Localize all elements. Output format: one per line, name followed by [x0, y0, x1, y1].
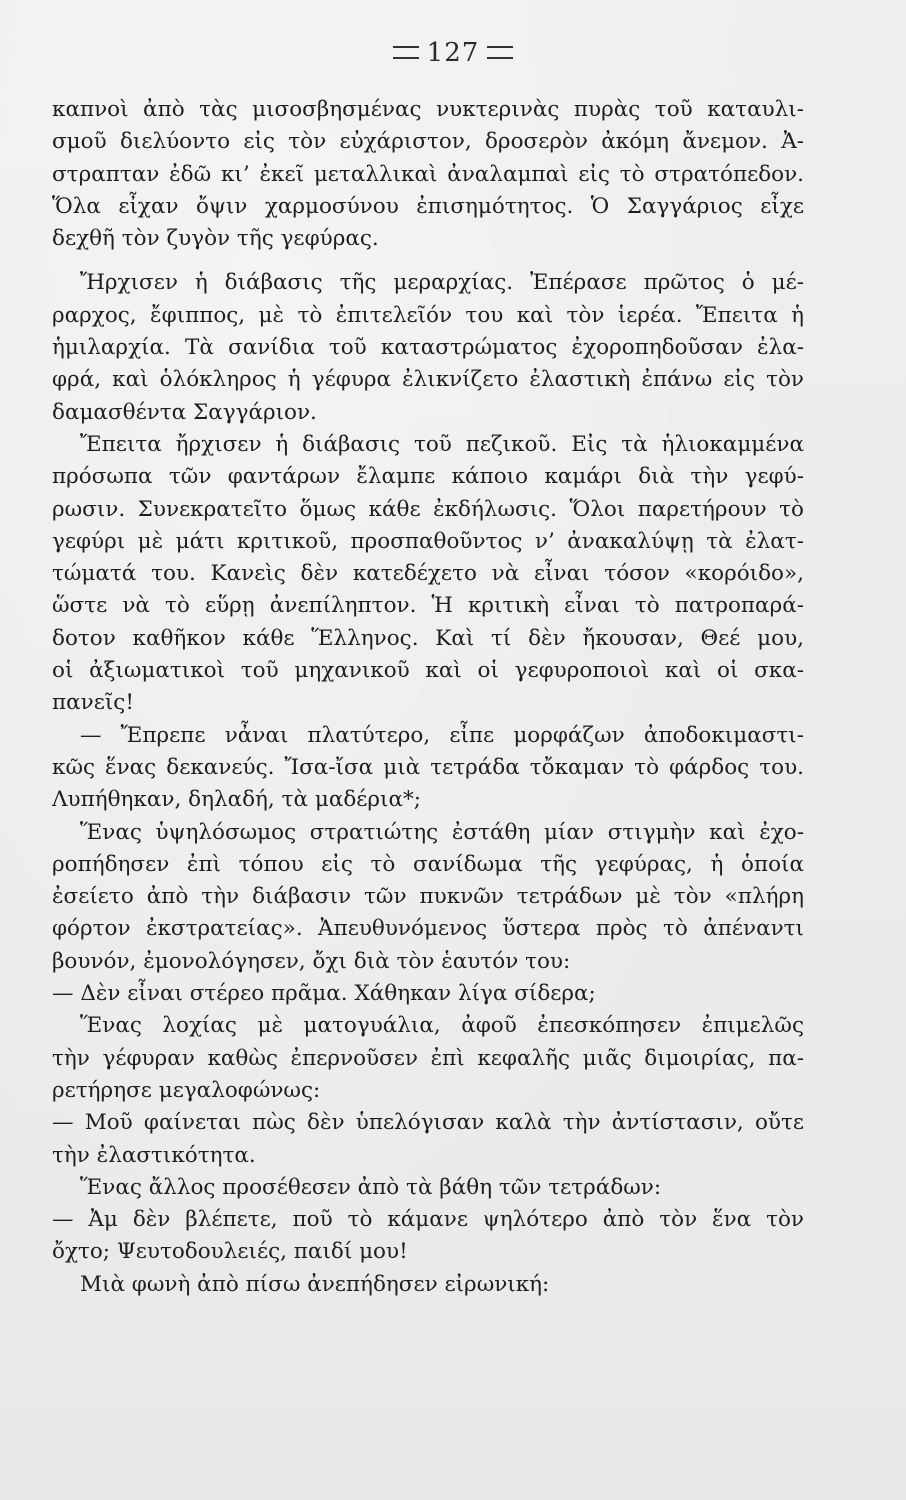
text-line: Ἤρχισεν ἡ διάβασις τῆς μεραρχίας. Ἐπέρασε πρῶτος ὁ μέ-	[80, 270, 804, 296]
text-line: Μιὰ φωνὴ ἀπὸ πίσω ἀνεπήδησεν εἰρωνική:	[80, 1271, 550, 1297]
text-line: πανεῖς!	[52, 690, 134, 716]
text-line: τὴν ἐλαστικότητα.	[52, 1142, 256, 1168]
text-line: ροπήδησεν ἐπὶ τόπου εἰς τὸ σανίδωμα τῆς γεφύρας, ἡ ὁποία	[52, 851, 804, 877]
body-text	[52, 94, 804, 1301]
page-number: 127	[426, 38, 480, 68]
right-double-rule	[487, 46, 513, 59]
text-line: Ὅλα εἶχαν ὄψιν χαρμοσύνου ἐπισημότητος. Ὁ Σαγγάριος εἶχε	[52, 193, 804, 219]
text-line: βουνόν, ἐμονολόγησεν, ὄχι διὰ τὸν ἑαυτόν του:	[52, 948, 571, 974]
text-line: πρόσωπα τῶν φαντάρων ἔλαμπε κάποιο καμάρι διὰ τὴν γεφύ-	[52, 464, 804, 490]
text-line: σμοῦ διελύοντο εἰς τὸν εὐχάριστον, δροσερὸν ἀκόμη ἄνεμον. Ἀ-	[52, 129, 804, 155]
page-number-header	[0, 38, 906, 68]
text-line: Ἕνας ὑψηλόσωμος στρατιώτης ἐστάθη μίαν στιγμὴν καὶ ἐχο-	[80, 819, 804, 845]
text-line: τώματά του. Κανεὶς δὲν κατεδέχετο νὰ εἶναι τόσον «κορόιδο»,	[52, 561, 804, 587]
text-line: — Δὲν εἶναι στέρεο πρᾶμα. Χάθηκαν λίγα σίδερα;	[52, 981, 596, 1007]
text-line: οἱ ἀξιωματικοὶ τοῦ μηχανικοῦ καὶ οἱ γεφυροποιοὶ καὶ οἱ σκα-	[52, 658, 804, 684]
text-line: ὥστε νὰ τὸ εὕρῃ ἀνεπίληπτον. Ἡ κριτικὴ εἶναι τὸ πατροπαρά-	[52, 593, 804, 619]
text-line: — Ἔπρεπε νἆναι πλατύτερο, εἶπε μορφάζων ἀποδοκιμαστι-	[80, 722, 804, 748]
text-line: Ἔπειτα ἤρχισεν ἡ διάβασις τοῦ πεζικοῦ. Εἰς τὰ ἡλιοκαμμένα	[80, 431, 804, 457]
text-line: δεχθῆ τὸν ζυγὸν τῆς γεφύρας.	[52, 226, 379, 252]
text-line: ἐσείετο ἀπὸ τὴν διάβασιν τῶν πυκνῶν τετράδων μὲ τὸν «πλήρη	[52, 884, 804, 910]
text-line: ἡμιλαρχία. Τὰ σανίδια τοῦ καταστρώματος ἐχοροπηδοῦσαν ἐλα-	[52, 335, 804, 361]
text-line: καπνοὶ ἀπὸ τὰς μισοσβησμένας νυκτερινὰς πυρὰς τοῦ καταυλι-	[52, 97, 804, 122]
text-line: ρωσιν. Συνεκρατεῖτο ὅμως κάθε ἐκδήλωσις. Ὅλοι παρετήρουν τὸ	[52, 496, 804, 522]
text-line: ρετήρησε μεγαλοφώνως:	[52, 1077, 321, 1103]
paragraph-gap	[52, 255, 804, 267]
text-line: — Ἀμ δὲν βλέπετε, ποῦ τὸ κάμανε ψηλότερο ἀπὸ τὸν ἕνα τὸν	[52, 1207, 804, 1233]
text-line: γεφύρι μὲ μάτι κριτικοῦ, προσπαθοῦντος ν’ ἀνακαλύψῃ τὰ ἐλατ-	[52, 528, 804, 554]
text-line: στραπταν ἐδῶ κι’ ἐκεῖ μεταλλικαὶ ἀναλαμπαὶ εἰς τὸ στρατόπεδον.	[52, 161, 804, 187]
text-line: φρά, καὶ ὁλόκληρος ἡ γέφυρα ἐλικνίζετο ἐλαστικὴ ἐπάνω εἰς τὸν	[52, 367, 804, 393]
text-line: δαμασθέντα Σαγγάριον.	[52, 399, 317, 425]
text-line: Ἕνας ἄλλος προσέθεσεν ἀπὸ τὰ βάθη τῶν τετράδων:	[80, 1174, 662, 1200]
left-double-rule	[393, 46, 419, 59]
text-line: — Μοῦ φαίνεται πὼς δὲν ὑπελόγισαν καλὰ τὴν ἀντίστασιν, οὔτε	[52, 1110, 804, 1136]
text-line: ὄχτο; Ψευτοδουλειές, παιδί μου!	[52, 1239, 408, 1265]
text-line: δοτον καθῆκον κάθε Ἕλληνος. Καὶ τί δὲν ἤκουσαν, Θεέ μου,	[52, 625, 804, 651]
text-line: φόρτον ἐκστρατείας». Ἀπευθυνόμενος ὕστερα πρὸς τὸ ἀπέναντι	[52, 916, 804, 942]
text-line: ραρχος, ἔφιππος, μὲ τὸ ἐπιτελεῖόν του καὶ τὸν ἱερέα. Ἔπειτα ἡ	[52, 302, 804, 328]
text-line: Ἕνας λοχίας μὲ ματογυάλια, ἀφοῦ ἐπεσκόπησεν ἐπιμελῶς	[80, 1013, 804, 1039]
text-line: Λυπήθηκαν, δηλαδή, τὰ μαδέρια*;	[52, 787, 421, 813]
text-line: κῶς ἕνας δεκανεύς. Ἴσα-ἴσα μιὰ τετράδα τὄκαμαν τὸ φάρδος του.	[52, 754, 804, 780]
text-line: τὴν γέφυραν καθὼς ἐπερνοῦσεν ἐπὶ κεφαλῆς μιᾶς διμοιρίας, πα-	[52, 1045, 804, 1071]
